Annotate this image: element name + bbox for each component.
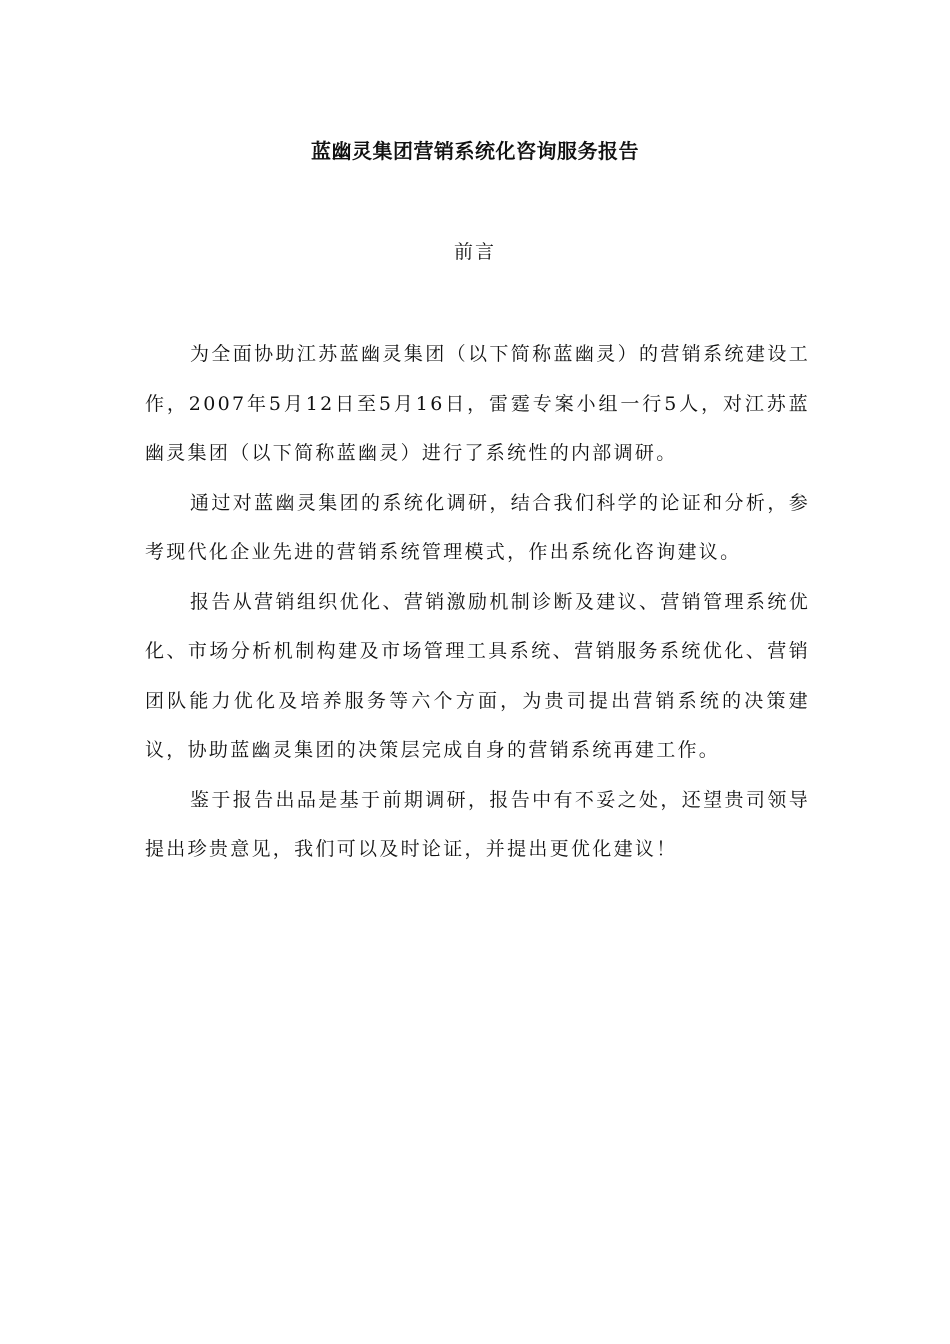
paragraph-scope: 报告从营销组织优化、营销激励机制诊断及建议、营销管理系统优化、市场分析机制构建及市场管理工具系统、营销服务系统优化、营销团队能力优化及培养服务等六个方面，为贵司提出营销系统的决策建议，协助蓝幽灵集团的决策层完成自身的营销系统再建工作。 <box>145 590 810 761</box>
paragraph-closing: 鉴于报告出品是基于前期调研，报告中有不妥之处，还望贵司领导提出珍贵意见，我们可以及时论证，并提出更优化建议！ <box>145 788 810 860</box>
paragraph-method: 通过对蓝幽灵集团的系统化调研，结合我们科学的论证和分析，参考现代化企业先进的营销系统管理模式，作出系统化咨询建议。 <box>145 491 810 563</box>
document-body <box>145 330 810 875</box>
document-title: 蓝幽灵集团营销系统化咨询服务报告 <box>311 139 639 163</box>
section-heading: 前言 <box>453 241 496 263</box>
paragraph-intro: 为全面协助江苏蓝幽灵集团（以下简称蓝幽灵）的营销系统建设工作，2007年5月12日至5月16日，雷霆专案小组一行5人，对江苏蓝幽灵集团（以下简称蓝幽灵）进行了系统性的内部调研。 <box>145 343 810 464</box>
